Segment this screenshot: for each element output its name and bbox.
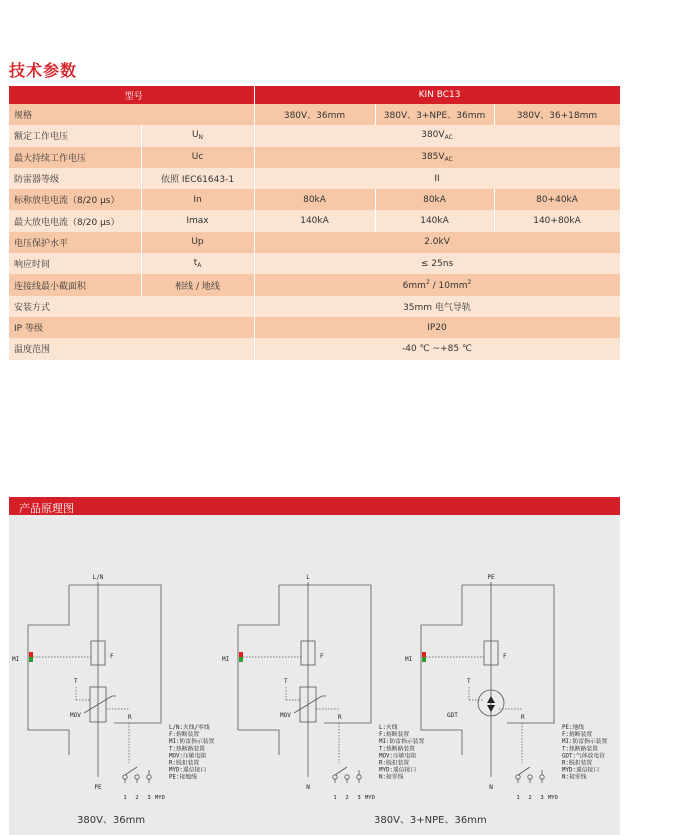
contact-pin-label: 1 <box>333 795 337 801</box>
cell-value: 380V、3+NPE、36mm <box>375 104 494 125</box>
cell-value: 80kA <box>375 189 494 210</box>
legend-item: MYD:遥信接口 <box>562 767 600 774</box>
fuse-label: F <box>320 653 324 660</box>
thermal-label: T <box>74 678 78 685</box>
indicator-green-icon <box>29 657 33 662</box>
section-title: 技术参数 <box>9 61 78 80</box>
component-label: MOV <box>70 712 81 719</box>
legend-item: T:热断路装置 <box>562 746 598 753</box>
contact-pin-label: 2 <box>345 795 349 801</box>
fuse-label: F <box>110 653 114 660</box>
cell-value: 140kA <box>254 210 375 231</box>
contact-terminal-icon <box>147 775 151 779</box>
contact-terminal-icon <box>540 775 544 779</box>
cell-value: 380V、36+18mm <box>494 104 620 125</box>
row-label: 连接线最小截面积 <box>9 274 141 295</box>
housing-outline <box>462 585 554 723</box>
release-label: R <box>128 714 132 721</box>
contact-terminal-icon <box>345 775 349 779</box>
legend-item: F:熔断装置 <box>562 732 593 739</box>
row-symbol: 相线 / 地线 <box>141 274 254 295</box>
row-symbol: $U_N$ <box>141 125 254 146</box>
table-row <box>9 274 620 295</box>
legend-item: R:脱扣装置 <box>169 760 200 767</box>
legend-item: MI:防雷指示装置 <box>379 739 425 746</box>
table-row <box>9 210 620 231</box>
row-symbol: 依照 IEC61643-1 <box>141 168 254 189</box>
housing-outline <box>279 585 371 723</box>
legend-item: PE:接地线 <box>169 774 197 781</box>
cell-value: $385V_{AC}$ <box>254 147 620 168</box>
row-symbol: Up <box>141 232 254 253</box>
schematic-diagrams <box>9 515 620 835</box>
indicator-red-icon <box>29 652 33 657</box>
contact-terminal-icon <box>516 775 520 779</box>
legend-item: L:火线 <box>379 725 398 731</box>
contact-terminal-icon <box>123 775 127 779</box>
table-row <box>9 317 620 338</box>
legend-item: F:熔断装置 <box>169 732 200 739</box>
legend-item: GDT:气体放电管 <box>562 753 605 760</box>
spec-table <box>9 86 621 360</box>
cell-value: 2.0kV <box>254 232 620 253</box>
legend-item: MOV:压敏电阻 <box>169 753 207 760</box>
component-label: MOV <box>280 712 291 719</box>
indicator-red-icon <box>422 652 426 657</box>
cell-value: -40 ℃ ~+85 ℃ <box>254 338 620 359</box>
table-row <box>9 232 620 253</box>
cell-value: $380V_{AC}$ <box>254 125 620 146</box>
row-symbol: Uc <box>141 147 254 168</box>
top-terminal-label: PE <box>487 574 495 581</box>
diagram-caption-2: 380V、3+NPE、36mm <box>374 815 487 826</box>
indicator-green-icon <box>239 657 243 662</box>
legend-item: T:热断路装置 <box>169 746 205 753</box>
cell-value: 140kA <box>375 210 494 231</box>
row-symbol: Imax <box>141 210 254 231</box>
row-label: 防雷器等级 <box>9 168 141 189</box>
cell-value: 380V、36mm <box>254 104 375 125</box>
cell-value: II <box>254 168 620 189</box>
cell-value: ≤ 25ns <box>254 253 620 274</box>
switch-blade <box>335 767 347 775</box>
top-terminal-label: L/N <box>92 574 104 581</box>
legend-item: R:脱扣装置 <box>562 760 593 767</box>
row-label: 安装方式 <box>9 296 254 317</box>
legend-item: F:熔断装置 <box>379 732 410 739</box>
release-label: R <box>521 714 525 721</box>
thermal-label: T <box>467 678 471 685</box>
legend-item: PE:地线 <box>562 725 585 731</box>
top-terminal-label: L <box>306 574 310 581</box>
table-header-row <box>9 86 620 104</box>
contact-pin-label: 2 <box>528 795 532 801</box>
row-label: 标称放电电流（8/20 μs） <box>9 189 141 210</box>
contact-pin-label: 3 <box>147 795 151 801</box>
gdt-triangle-down-icon <box>487 705 495 712</box>
table-row <box>9 147 620 168</box>
contact-terminal-icon <box>528 775 532 779</box>
row-symbol: In <box>141 189 254 210</box>
cell-value: 35mm 电气导轨 <box>254 296 620 317</box>
contact-terminal-icon <box>135 775 139 779</box>
switch-blade <box>125 767 137 775</box>
myd-label: MYD <box>155 795 165 801</box>
cell-value: $6mm^2 / 10mm^2$ <box>254 274 620 295</box>
contact-pin-label: 1 <box>516 795 520 801</box>
row-label: 电压保护水平 <box>9 232 141 253</box>
table-row <box>9 296 620 317</box>
contact-terminal-icon <box>357 775 361 779</box>
indicator-red-icon <box>239 652 243 657</box>
table-row <box>9 125 620 146</box>
table-row <box>9 104 620 125</box>
bottom-terminal-label: N <box>306 784 310 791</box>
legend-item: N:接零线 <box>379 774 404 781</box>
cell-value: 80kA <box>254 189 375 210</box>
diagram-caption-1: 380V、36mm <box>77 815 146 826</box>
table-row <box>9 189 620 210</box>
fuse-label: F <box>503 653 507 660</box>
table-row <box>9 338 620 359</box>
table-row <box>9 253 620 274</box>
gdt-triangle-up-icon <box>487 696 495 703</box>
cell-value: 140+80kA <box>494 210 620 231</box>
legend-item: N:接零线 <box>562 774 587 781</box>
row-label: 额定工作电压 <box>9 125 141 146</box>
contact-pin-label: 2 <box>135 795 139 801</box>
indicator-label: MI <box>12 656 20 663</box>
thermal-label: T <box>284 678 288 685</box>
cell-value: 80+40kA <box>494 189 620 210</box>
release-label: R <box>338 714 342 721</box>
diagram-section-title: 产品原理图 <box>19 502 74 515</box>
legend-item: R:脱扣装置 <box>379 760 410 767</box>
housing-outline <box>421 585 462 755</box>
housing-outline <box>28 585 69 755</box>
bottom-terminal-label: PE <box>94 784 102 791</box>
myd-label: MYD <box>365 795 375 801</box>
contact-pin-label: 1 <box>123 795 127 801</box>
housing-outline <box>238 585 279 755</box>
legend-item: MYD:遥信接口 <box>379 767 417 774</box>
switch-blade <box>518 767 530 775</box>
indicator-label: MI <box>405 656 413 663</box>
legend-item: L/N:火线/零线 <box>169 725 210 731</box>
row-label: IP 等级 <box>9 317 254 338</box>
row-symbol: $t_A$ <box>141 253 254 274</box>
row-label: 最大持续工作电压 <box>9 147 141 168</box>
myd-label: MYD <box>548 795 558 801</box>
contact-terminal-icon <box>333 775 337 779</box>
legend-item: MI:防雷指示装置 <box>562 739 608 746</box>
row-label: 响应时间 <box>9 253 141 274</box>
model-label: 型号 <box>9 86 254 104</box>
contact-pin-label: 3 <box>540 795 544 801</box>
table-row <box>9 168 620 189</box>
row-label: 温度范围 <box>9 338 254 359</box>
bottom-terminal-label: N <box>489 784 493 791</box>
row-label: 规格 <box>9 104 254 125</box>
indicator-green-icon <box>422 657 426 662</box>
legend-item: MI:防雷指示装置 <box>169 739 215 746</box>
contact-pin-label: 3 <box>357 795 361 801</box>
row-label: 最大放电电流（8/20 μs） <box>9 210 141 231</box>
legend-item: MYD:遥信接口 <box>169 767 207 774</box>
legend-item: T:热断路装置 <box>379 746 415 753</box>
cell-value: IP20 <box>254 317 620 338</box>
diagram-section-bar <box>9 497 620 515</box>
component-label: GDT <box>447 712 458 719</box>
legend-item: MOV:压敏电阻 <box>379 753 417 760</box>
model-value: KIN BC13 <box>254 86 620 104</box>
indicator-label: MI <box>222 656 230 663</box>
housing-outline <box>69 585 161 723</box>
